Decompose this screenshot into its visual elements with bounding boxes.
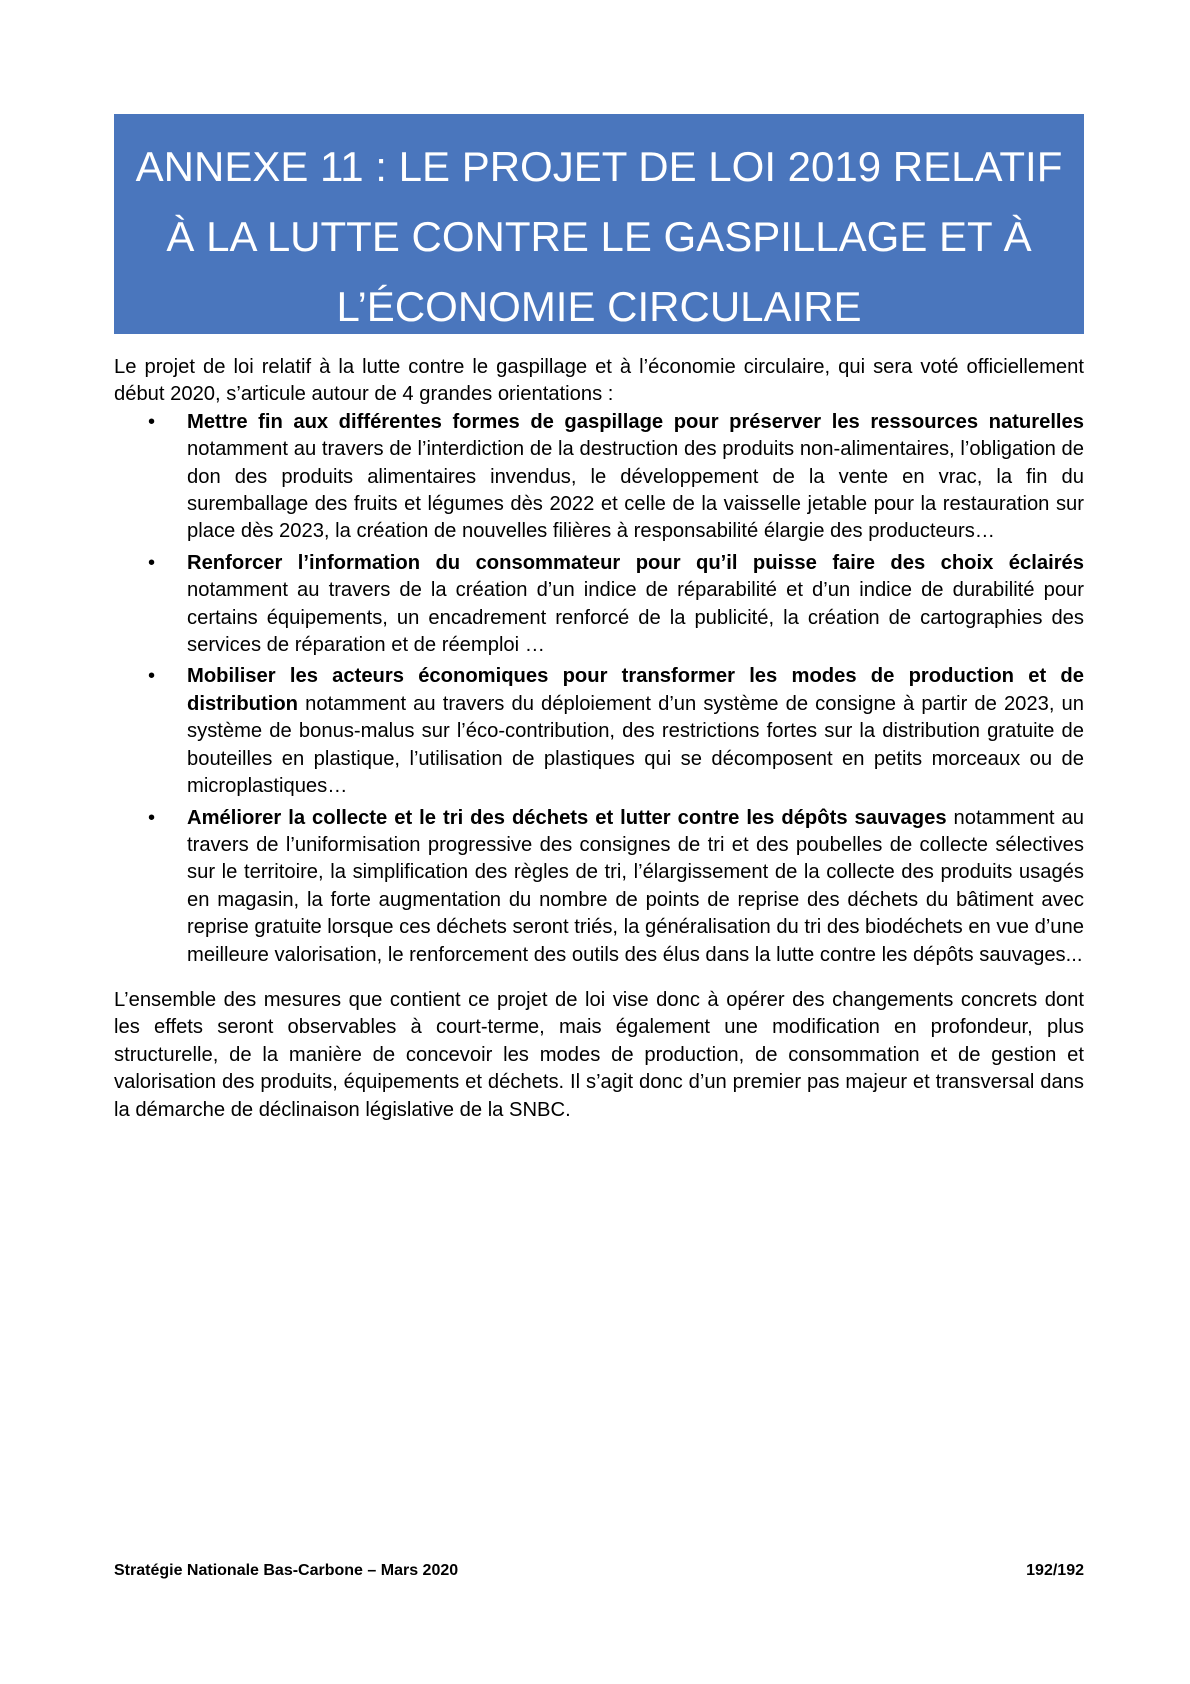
bullet-icon: • <box>148 665 156 688</box>
orientation-heading: Améliorer la collecte et le tri des déchets et lutter contre les dépôts sauvages <box>187 806 947 829</box>
closing-paragraph: L’ensemble des mesures que contient ce projet de loi vise donc à opérer des changements concrets dont les effets seront observables à court-terme, mais également une modification en profondeur, plus structurelle, de la manière de concevoir les modes de production, de consommation et de gestion et valorisation des produits, équipements et déchets. Il s’agit donc d’un premier pas majeur et transversal dans la démarche de déclinaison législative de la SNBC. <box>114 988 1084 1121</box>
orientation-item <box>114 805 1084 969</box>
page-number: 192/192 <box>1026 1562 1084 1579</box>
orientation-item <box>114 409 1084 546</box>
title-line-3: L’ÉCONOMIE CIRCULAIRE <box>336 283 862 330</box>
bullet-icon: • <box>148 551 156 574</box>
orientation-item <box>114 550 1084 660</box>
orientation-text: notamment au travers de la création d’un indice de réparabilité et d’un indice de durabilité pour certains équipements, un encadrement renforcé de la publicité, la création de cartographies des services de réparation et de réemploi … <box>187 579 1084 657</box>
orientation-item <box>114 663 1084 800</box>
title-line-1: ANNEXE 11 : LE PROJET DE LOI 2019 RELATIF <box>135 143 1063 190</box>
title-line-2: À LA LUTTE CONTRE LE GASPILLAGE ET À <box>166 213 1032 260</box>
orientation-heading: Mobiliser les acteurs économiques pour transformer les modes de production et de distribution <box>187 665 1084 715</box>
orientation-text: notamment au travers de l’uniformisation progressive des consignes de tri et des poubelles de collecte sélectives sur le territoire, la simplification des règles de tri, l’élargissement de la collecte des produits usagés en magasin, la forte augmentation du nombre de points de reprise des déchets du bâtiment avec reprise gratuite lorsque ces déchets seront triés, la généralisation du tri des biodéchets en vue d’une meilleure valorisation, le renforcement des outils des élus dans la lutte contre les dépôts sauvages... <box>187 806 1084 966</box>
orientation-text: notamment au travers du déploiement d’un système de consigne à partir de 2023, un système de bonus-malus sur l’éco-contribution, des restrictions fortes sur la distribution gratuite de bouteilles en plastique, l’utilisation de plastiques qui se décomposent en petits morceaux ou de microplastiques… <box>187 692 1084 798</box>
bullet-icon: • <box>148 410 156 433</box>
orientations-list <box>114 409 1084 969</box>
orientation-heading: Renforcer l’information du consommateur pour qu’il puisse faire des choix éclairés <box>187 551 1084 574</box>
document-body <box>114 354 1084 1124</box>
annex-title-banner <box>114 114 1084 334</box>
footer-document-title: Stratégie Nationale Bas-Carbone – Mars 2020 <box>114 1562 459 1579</box>
bullet-icon: • <box>148 806 156 829</box>
orientation-text: notamment au travers de l’interdiction de la destruction des produits non-alimentaires, l’obligation de don des produits alimentaires invendus, le développement de la vente en vrac, la fin du suremballage des fruits et légumes dès 2022 et celle de la vaisselle jetable pour la restauration sur place dès 2023, la création de nouvelles filières à responsabilité élargie des producteurs… <box>187 438 1084 543</box>
intro-paragraph: Le projet de loi relatif à la lutte contre le gaspillage et à l’économie circulaire, qui sera voté officiellement début 2020, s’articule autour de 4 grandes orientations : <box>114 356 1084 406</box>
orientation-heading: Mettre fin aux différentes formes de gaspillage pour préserver les ressources naturelles <box>187 410 1084 433</box>
